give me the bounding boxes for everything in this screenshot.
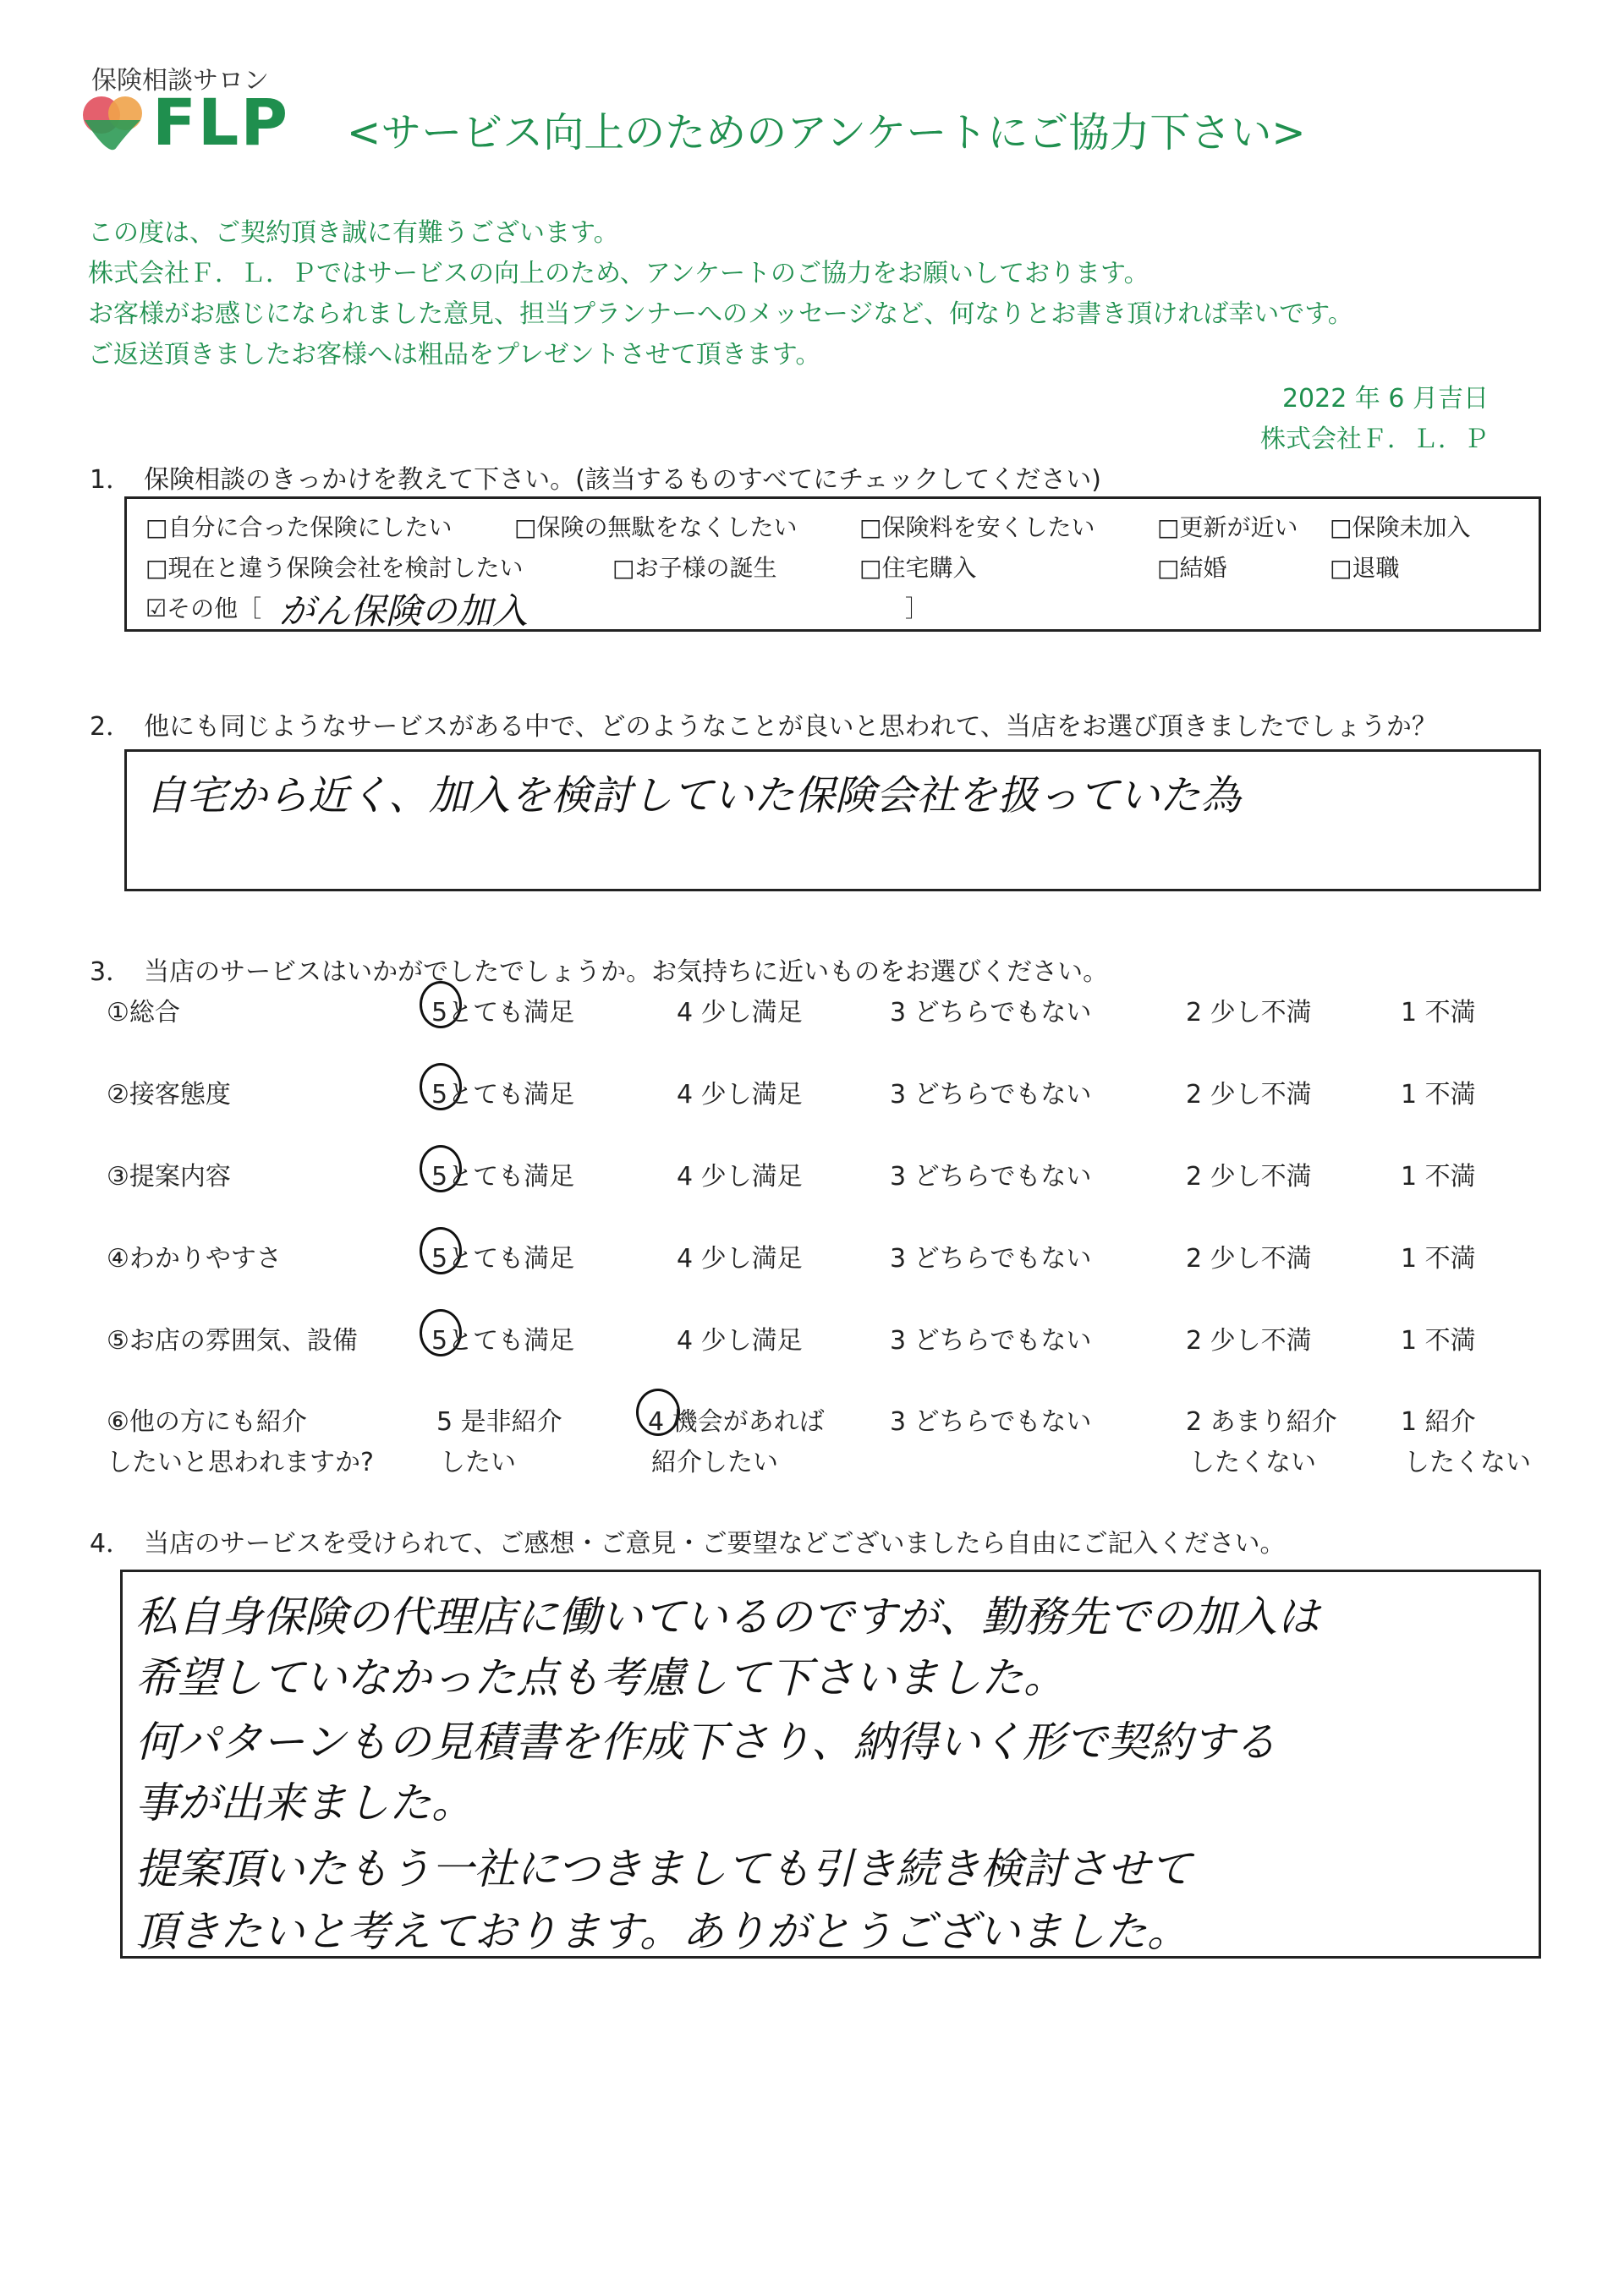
choice-5[interactable]: 5とても満足 bbox=[431, 1162, 575, 1192]
rating-label: ①総合 bbox=[107, 998, 180, 1027]
logo-subtitle: 保険相談サロン bbox=[91, 66, 269, 96]
choice-2[interactable]: 2 少し不満 bbox=[1186, 998, 1312, 1027]
logo-text: FLP bbox=[152, 85, 290, 160]
choice-4[interactable]: 4 少し満足 bbox=[677, 1326, 803, 1356]
choice-4[interactable]: 4 機会があれば bbox=[648, 1407, 825, 1437]
intro-line-4: ご返送頂きましたお客様へは粗品をプレゼントさせて頂きます。 bbox=[88, 340, 821, 370]
intro-line-2: 株式会社Ｆ．Ｌ．Ｐではサービスの向上のため、アンケートのご協力をお願いしております。 bbox=[88, 259, 1149, 288]
recommend-label-2: したいと思われますか? bbox=[107, 1448, 374, 1477]
q1-option[interactable]: □更新が近い bbox=[1157, 513, 1298, 541]
choice-5[interactable]: 5とても満足 bbox=[431, 998, 575, 1027]
q4-answer-line: 頂きたいと考えております。ありがとうございました。 bbox=[135, 1907, 1189, 1956]
q3-question: 3． 当店のサービスはいかがでしたでしょうか。お気持ちに近いものをお選びください。 bbox=[90, 957, 1109, 987]
q4-answer-line: 事が出来ました。 bbox=[135, 1778, 474, 1827]
choice-5[interactable]: 5 是非紹介 bbox=[436, 1407, 562, 1437]
recommend-label-1: ⑥他の方にも紹介 bbox=[107, 1407, 307, 1437]
choice-1[interactable]: 1 不満 bbox=[1401, 1162, 1476, 1192]
q4-answer-line: 私自身保険の代理店に働いているのですが、勤務先での加入は bbox=[135, 1592, 1320, 1641]
intro-line-1: この度は、ご契約頂き誠に有難うございます。 bbox=[88, 218, 619, 248]
q1-option[interactable]: □保険料を安くしたい bbox=[859, 513, 1095, 541]
q4-answer-line: 何パターンもの見積書を作成下さり、納得いく形で契約する bbox=[135, 1718, 1276, 1767]
q1-option[interactable]: □お子様の誕生 bbox=[612, 554, 777, 582]
q1-option[interactable]: □保険の無駄をなくしたい bbox=[514, 513, 798, 541]
choice-2[interactable]: 2 少し不満 bbox=[1186, 1080, 1312, 1110]
intro-line-3: お客様がお感じになられました意見、担当プランナーへのメッセージなど、何なりとお書き頂ければ幸いです。 bbox=[88, 299, 1353, 329]
rating-label: ③提案内容 bbox=[107, 1162, 231, 1192]
q1-option[interactable]: □保険未加入 bbox=[1330, 513, 1471, 541]
choice-1[interactable]: 1 不満 bbox=[1401, 998, 1476, 1027]
choice-3[interactable]: 3 どちらでもない bbox=[890, 1326, 1092, 1356]
q1-option[interactable]: □自分に合った保険にしたい bbox=[145, 513, 453, 541]
choice-2[interactable]: 2 少し不満 bbox=[1186, 1244, 1312, 1274]
q2-question: 2． 他にも同じようなサービスがある中で、どのようなことが良いと思われて、当店をお選び頂きましたでしょうか？ bbox=[90, 712, 1437, 742]
choice-1[interactable]: 1 不満 bbox=[1401, 1326, 1476, 1356]
q4-question: 4． 当店のサービスを受けられて、ご感想・ご意見・ご要望などございましたら自由にご記入ください。 bbox=[90, 1529, 1286, 1559]
choice-5[interactable]: 5とても満足 bbox=[431, 1244, 575, 1274]
choice-3[interactable]: 3 どちらでもない bbox=[890, 1407, 1092, 1437]
choice-4[interactable]: 4 少し満足 bbox=[677, 1162, 803, 1192]
choice-2[interactable]: 2 少し不満 bbox=[1186, 1326, 1312, 1356]
q1-option[interactable]: □結婚 bbox=[1157, 554, 1227, 582]
choice-5-line-2: したい bbox=[440, 1448, 516, 1477]
q1-other-label[interactable]: ☑その他［ bbox=[145, 595, 262, 622]
choice-3[interactable]: 3 どちらでもない bbox=[890, 998, 1092, 1027]
choice-1[interactable]: 1 紹介 bbox=[1401, 1407, 1476, 1437]
choice-4[interactable]: 4 少し満足 bbox=[677, 1080, 803, 1110]
choice-1-line-2: したくない bbox=[1404, 1448, 1531, 1477]
rating-label: ⑤お店の雰囲気、設備 bbox=[107, 1326, 358, 1356]
q2-answer: 自宅から近く、加入を検討していた保険会社を扱っていた為 bbox=[145, 772, 1242, 819]
q4-answer-line: 提案頂いたもう一社につきましても引き続き検討させて bbox=[135, 1844, 1192, 1893]
choice-2[interactable]: 2 あまり紹介 bbox=[1186, 1407, 1337, 1437]
q1-option[interactable]: □住宅購入 bbox=[859, 554, 977, 582]
choice-5[interactable]: 5とても満足 bbox=[431, 1326, 575, 1356]
choice-1[interactable]: 1 不満 bbox=[1401, 1080, 1476, 1110]
q1-other-close: ］ bbox=[905, 595, 930, 622]
page-title: <サービス向上のためのアンケートにご協力下さい> bbox=[347, 109, 1306, 156]
choice-3[interactable]: 3 どちらでもない bbox=[890, 1080, 1092, 1110]
q4-answer-line: 希望していなかった点も考慮して下さいました。 bbox=[135, 1653, 1066, 1702]
rating-label: ④わかりやすさ bbox=[107, 1244, 282, 1274]
q1-option[interactable]: □退職 bbox=[1330, 554, 1400, 582]
choice-5[interactable]: 5とても満足 bbox=[431, 1080, 575, 1110]
company-name: 株式会社Ｆ．Ｌ．Ｐ bbox=[1260, 425, 1489, 454]
choice-1[interactable]: 1 不満 bbox=[1401, 1244, 1476, 1274]
choice-4[interactable]: 4 少し満足 bbox=[677, 1244, 803, 1274]
q1-option[interactable]: □現在と違う保険会社を検討したい bbox=[145, 554, 524, 582]
choice-4-line-2: 紹介したい bbox=[651, 1448, 778, 1477]
q1-other-answer: がん保険の加入 bbox=[279, 590, 529, 632]
q1-question: 1． 保険相談のきっかけを教えて下さい。(該当するものすべてにチェックしてください) bbox=[90, 465, 1101, 495]
choice-3[interactable]: 3 どちらでもない bbox=[890, 1244, 1092, 1274]
choice-4[interactable]: 4 少し満足 bbox=[677, 998, 803, 1027]
choice-2[interactable]: 2 少し不満 bbox=[1186, 1162, 1312, 1192]
choice-2-line-2: したくない bbox=[1189, 1448, 1316, 1477]
heart-logo-icon bbox=[76, 91, 152, 151]
rating-label: ②接客態度 bbox=[107, 1080, 231, 1110]
choice-3[interactable]: 3 どちらでもない bbox=[890, 1162, 1092, 1192]
date: 2022 年 6 月吉日 bbox=[1281, 384, 1489, 414]
